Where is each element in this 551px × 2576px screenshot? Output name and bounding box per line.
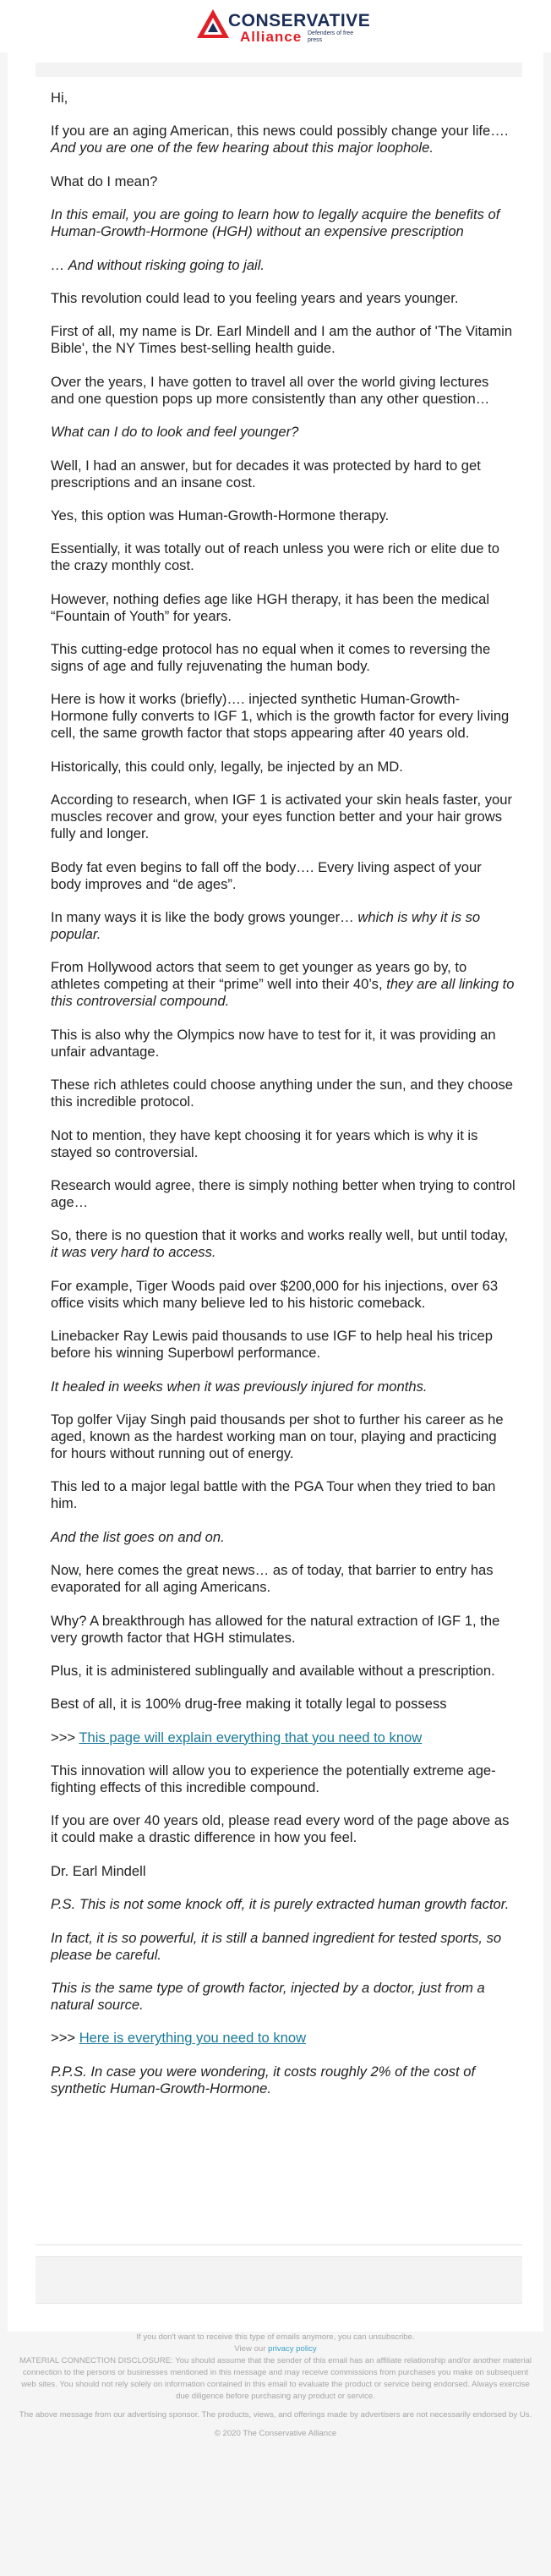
emphasis-text: which is why it is so popular. — [51, 909, 481, 943]
postscript: In fact, it is so powerful, it is still a banned ingredient for tested sports, so please be careful. — [51, 1929, 502, 1963]
paragraph-text: From Hollywood actors that seem to get younger as years go by, to athletes competing at their “prime” well into their 40’s, — [51, 959, 467, 993]
emphasis-text: And you are one of the few hearing about this major loophole. — [51, 140, 434, 156]
paragraph: This is also why the Olympics now have to test for it, it was providing an unfair advantage. — [51, 1026, 496, 1060]
paragraph: Here is how it works (briefly)…. injected synthetic Human-Growth-Hormone fully converts to IGF 1, which is the growth factor for every living cell, the same growth factor that stops appearing after 40 years old. — [51, 691, 510, 742]
paragraph: This revolution could lead to you feeling years and years younger. — [51, 289, 459, 306]
cta-line — [51, 2030, 516, 2047]
paragraph — [51, 959, 516, 1010]
privacy-line — [19, 2343, 532, 2355]
paragraph-italic: In this email, you are going to learn how to legally acquire the benefits of Human-Growth-Hormone (HGH) without an expensive prescription — [51, 206, 500, 240]
paragraph-italic: What can I do to look and feel younger? — [51, 424, 299, 441]
cta-link[interactable]: This page will explain everything that you need to know — [79, 1729, 423, 1746]
privacy-prefix: View our — [234, 2344, 269, 2354]
paragraph: First of all, my name is Dr. Earl Mindell and I am the author of 'The Vitamin Bible', the NY Times best-selling health guide. — [51, 323, 513, 357]
paragraph: Body fat even begins to fall off the body…. Every living aspect of your body improves and “de ages”. — [51, 858, 482, 892]
paragraph — [51, 1227, 516, 1261]
paragraph: Linebacker Ray Lewis paid thousands to use IGF to help heal his tricep before his winning Superbowl performance. — [51, 1328, 494, 1362]
paragraph: Best of all, it is 100% drug-free making it totally legal to possess — [51, 1696, 447, 1713]
copyright-text: © 2020 The Conservative Alliance — [214, 2429, 337, 2438]
paragraph: Plus, it is administered sublingually and available without a prescription. — [51, 1662, 495, 1679]
email-body — [51, 90, 516, 2113]
privacy-policy-link[interactable]: privacy policy — [268, 2344, 317, 2354]
cta-link[interactable]: Here is everything you need to know — [79, 2030, 307, 2047]
paragraph: This cutting-edge protocol has no equal when it comes to reversing the signs of age and fully rejuvenating the human body. — [51, 641, 491, 675]
email-footer — [0, 2332, 551, 2440]
logo-title: CONSERVATIVE — [228, 11, 371, 30]
top-banner-placeholder — [35, 63, 522, 77]
cta-prefix: >>> — [51, 2030, 79, 2047]
logo-tagline: Defenders of free press — [308, 30, 354, 43]
unsubscribe-text[interactable]: If you don't want to receive this type of emails anymore, you can unsubscribe. — [136, 2332, 415, 2342]
paragraph — [51, 909, 516, 943]
paragraph: This innovation will allow you to experience the potentially extreme age-fighting effects of this incredible compound. — [51, 1762, 496, 1796]
paragraph-italic: … And without risking going to jail. — [51, 256, 265, 273]
paragraph: Yes, this option was Human-Growth-Hormone therapy. — [51, 507, 390, 523]
paragraph: Now, here comes the great news… as of today, that barrier to entry has evaporated for all aging Americans. — [51, 1562, 494, 1596]
paragraph: For example, Tiger Woods paid over $200,000 for his injections, over 63 office visits which many believe led to his historic comeback. — [51, 1277, 499, 1311]
paragraph: These rich athletes could choose anything under the sun, and they choose this incredible protocol. — [51, 1077, 514, 1110]
paragraph — [51, 123, 516, 156]
emphasis-text: they are all linking to this controversial compound. — [51, 976, 515, 1010]
logo-subtitle: Alliance — [240, 29, 303, 45]
paragraph: What do I mean? — [51, 173, 158, 189]
signature: Dr. Earl Mindell — [51, 1862, 146, 1879]
paragraph-text: If you are an aging American, this news could possibly change your life…. — [51, 123, 509, 140]
brand-logo[interactable] — [196, 8, 371, 46]
postscript: This is the same type of growth factor, injected by a doctor, just from a natural source. — [51, 1980, 485, 2014]
paragraph: Top golfer Vijay Singh paid thousands per shot to further his career as he aged, known as the hardest working man on tour, playing and practicing for hours without running out of energy. — [51, 1411, 504, 1461]
paragraph: Well, I had an answer, but for decades it was protected by hard to get prescriptions and an insane cost. — [51, 457, 481, 491]
paragraph-italic: It healed in weeks when it was previously injured for months. — [51, 1378, 428, 1395]
paragraph: Research would agree, there is simply nothing better when trying to control age… — [51, 1176, 516, 1210]
paragraph: Historically, this could only, legally, be injected by an MD. — [51, 758, 403, 775]
paragraph: According to research, when IGF 1 is activated your skin heals faster, your muscles recover and grow, your eyes function better and your hair grows fully and longer. — [51, 792, 513, 842]
triangle-logo-icon — [196, 8, 230, 39]
emphasis-text: it was very hard to access. — [51, 1244, 216, 1261]
bottom-banner-placeholder — [35, 2256, 522, 2304]
divider — [35, 2244, 522, 2245]
disclosure-text: MATERIAL CONNECTION DISCLOSURE: You should assume that the sender of this email has an affiliate relationship and/or another material connection to the persons or businesses mentioned in this message and may receive commissions from purchases you make on subsequent web sites. You should not rely solely on information contained in this email to evaluate the product or service being endorsed. Always exercise due diligence before purchasing any product or service. — [19, 2356, 532, 2401]
paragraph: Essentially, it was totally out of reach unless you were rich or elite due to the crazy monthly cost. — [51, 540, 499, 574]
cta-line — [51, 1729, 516, 1746]
paragraph: Why? A breakthrough has allowed for the natural extraction of IGF 1, the very growth factor that HGH stimulates. — [51, 1612, 500, 1646]
cta-prefix: >>> — [51, 1729, 79, 1746]
paragraph-text: In many ways it is like the body grows younger… — [51, 909, 358, 926]
paragraph: Not to mention, they have kept choosing it for years which is why it is stayed so controversial. — [51, 1126, 478, 1160]
email-header — [0, 0, 551, 52]
sponsor-text: The above message from our advertising sponsor. The products, views, and offerings made by advertisers are not necessarily endorsed by Us. — [19, 2410, 532, 2420]
paragraph: This led to a major legal battle with the PGA Tour when they tried to ban him. — [51, 1478, 496, 1512]
email-card — [8, 52, 543, 2332]
postscript: P.P.S. In case you were wondering, it costs roughly 2% of the cost of synthetic Human-Growth-Hormone. — [51, 2063, 476, 2096]
paragraph-italic: And the list goes on and on. — [51, 1528, 225, 1545]
paragraph: Over the years, I have gotten to travel all over the world giving lectures and one question pops up more consistently than any other question… — [51, 373, 490, 407]
greeting: Hi, — [51, 90, 68, 106]
paragraph: If you are over 40 years old, please read every word of the page above as it could make a drastic difference in how you feel. — [51, 1812, 510, 1846]
paragraph: However, nothing defies age like HGH therapy, it has been the medical “Fountain of Youth” for years. — [51, 590, 489, 624]
paragraph-text: So, there is no question that it works and works really well, but until today, — [51, 1227, 509, 1244]
postscript: P.S. This is not some knock off, it is purely extracted human growth factor. — [51, 1896, 510, 1913]
